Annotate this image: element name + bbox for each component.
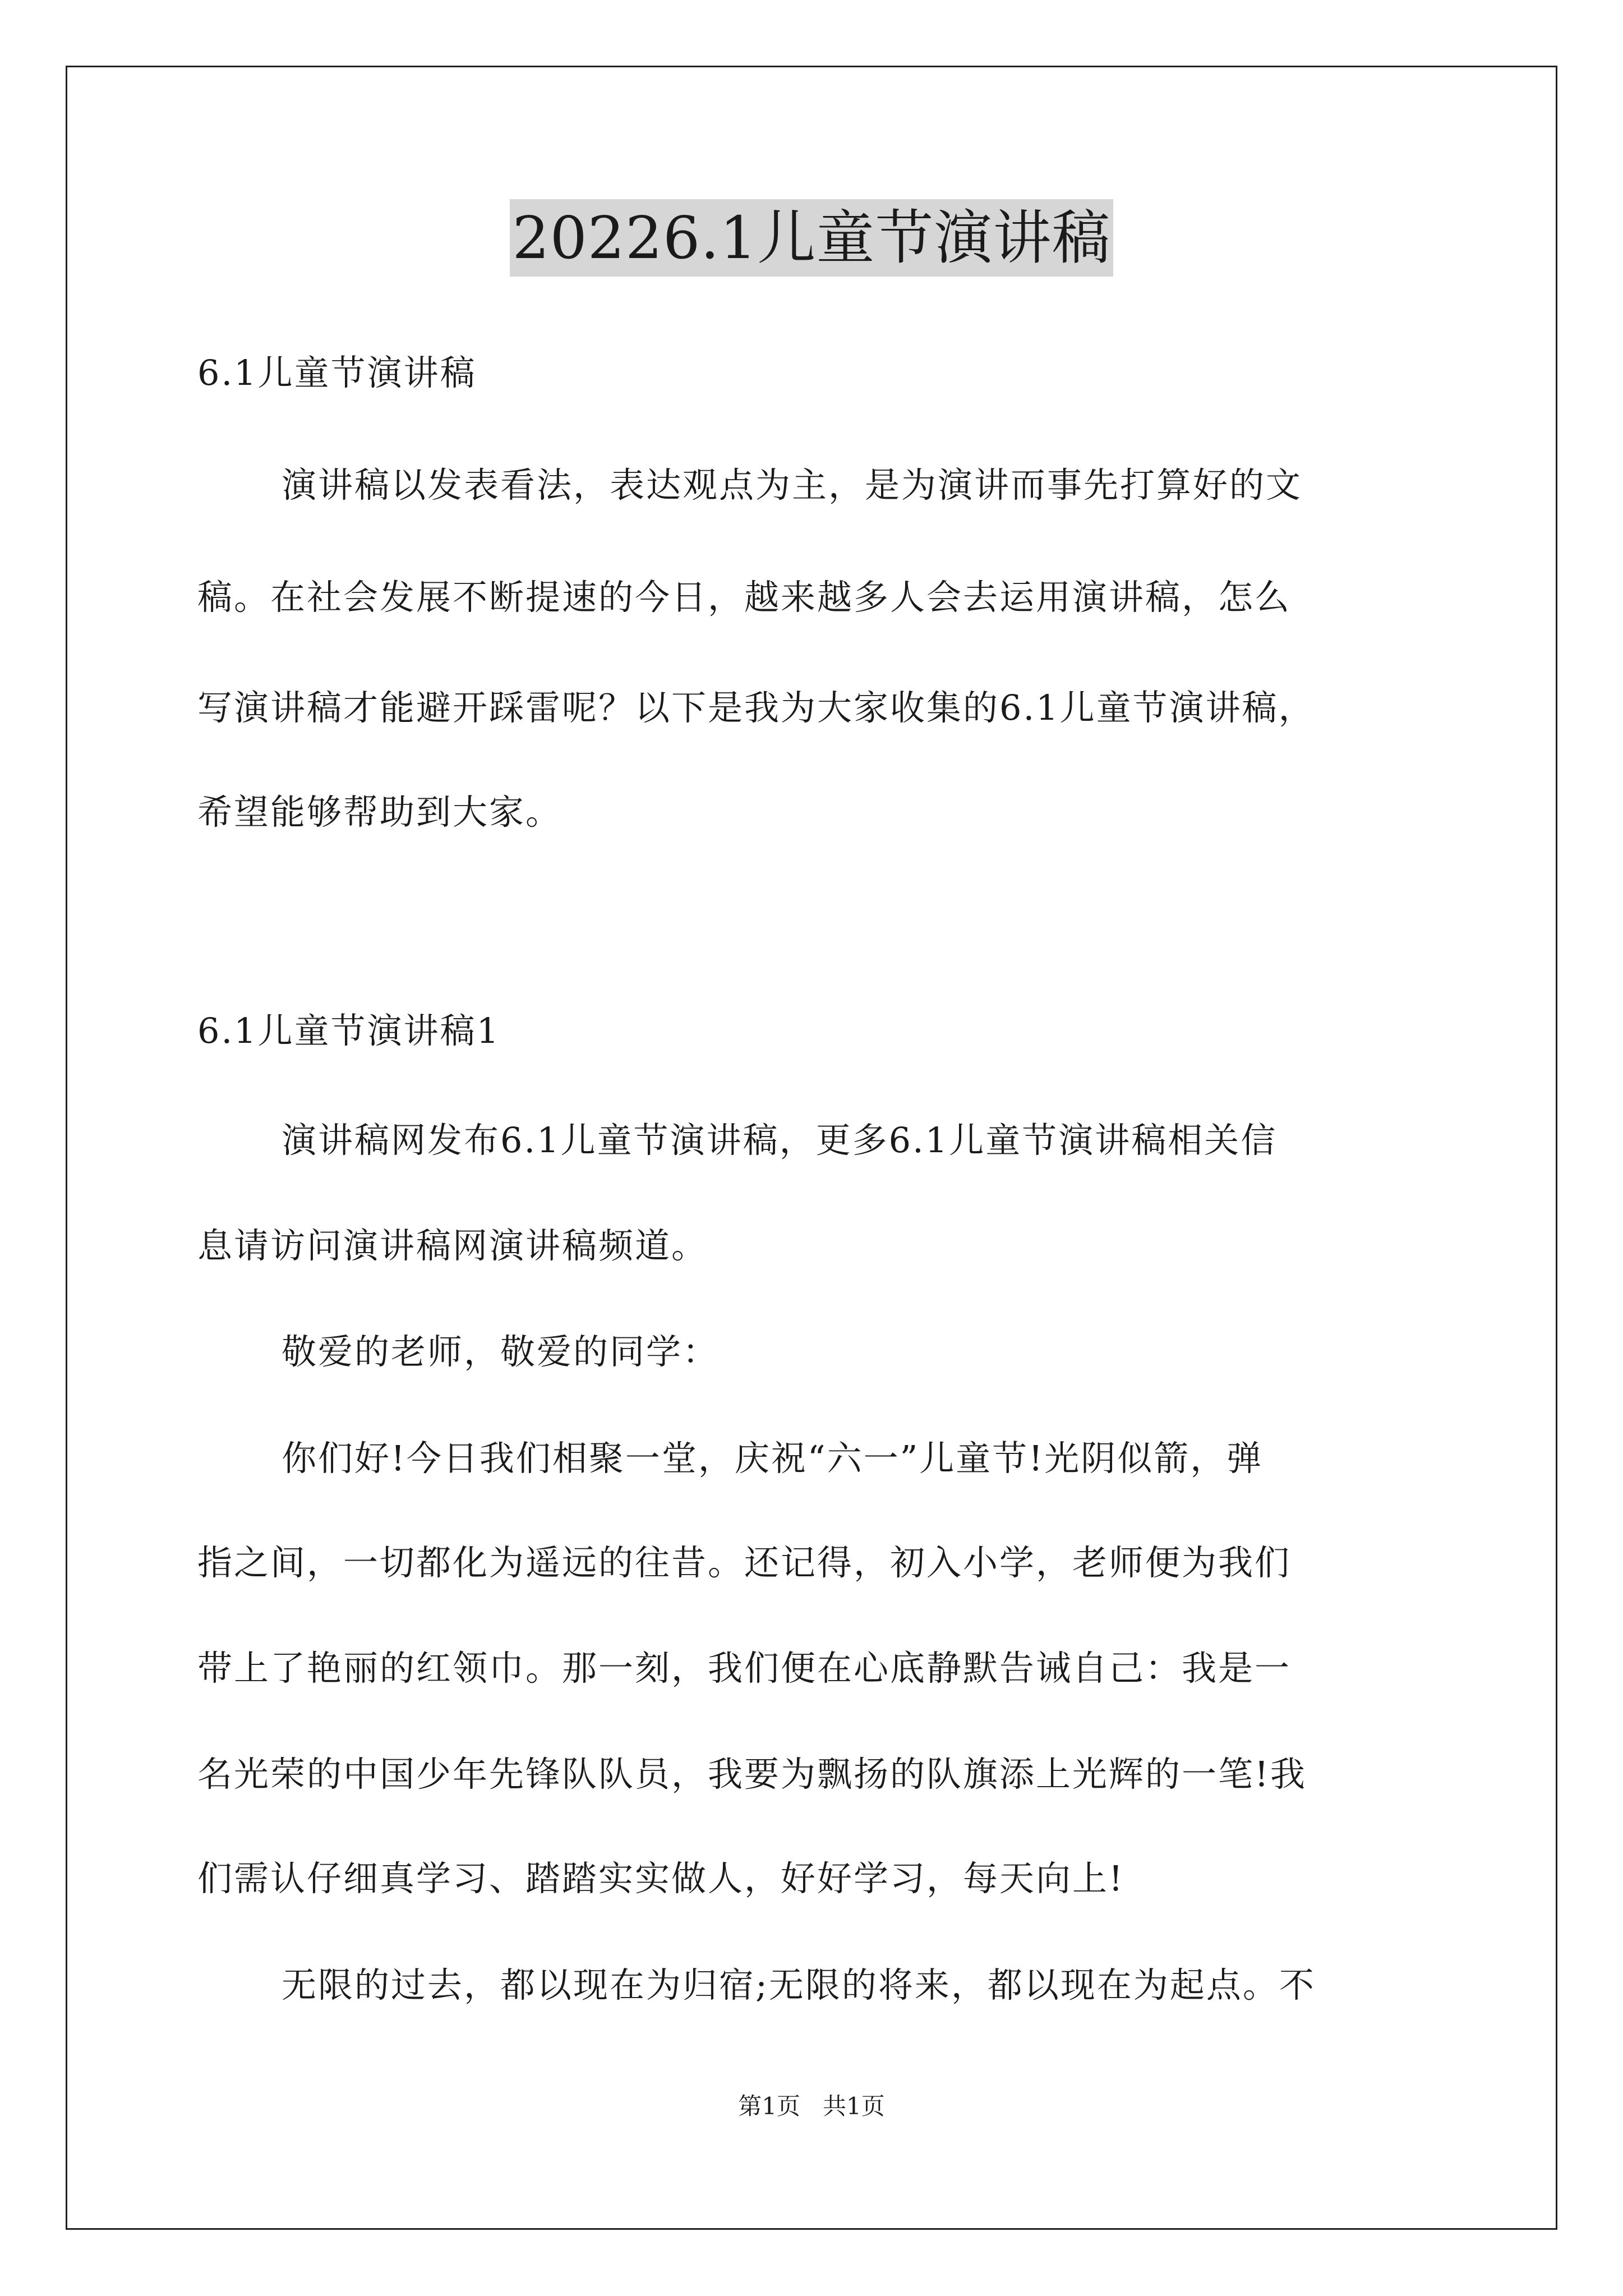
paragraph-line: 带上了艳丽的红领巾。那一刻，我们便在心底静默告诫自己：我是一: [197, 1648, 1292, 1688]
section-heading: 6.1儿童节演讲稿1: [197, 1010, 501, 1051]
section-heading: 6.1儿童节演讲稿: [197, 352, 477, 393]
paragraph-line: 演讲稿网发布6.1儿童节演讲稿，更多6.1儿童节演讲稿相关信: [282, 1120, 1278, 1161]
paragraph-line: 演讲稿以发表看法，表达观点为主，是为演讲而事先打算好的文: [282, 464, 1303, 505]
paragraph-line: 你们好!今日我们相聚一堂，庆祝“六一”儿童节!光阴似箭，弹: [282, 1438, 1264, 1479]
page-number-footer: 第1页 共1页: [738, 2092, 885, 2120]
paragraph-line: 名光荣的中国少年先锋队队员，我要为飘扬的队旗添上光辉的一笔!我: [197, 1754, 1307, 1795]
paragraph-line: 息请访问演讲稿网演讲稿频道。: [197, 1225, 708, 1266]
paragraph-line: 们需认仔细真学习、踏踏实实做人，好好学习，每天向上!: [197, 1858, 1124, 1899]
paragraph-line: 稿。在社会发展不断提速的今日，越来越多人会去运用演讲稿，怎么: [197, 577, 1292, 618]
paragraph-line: 无限的过去，都以现在为归宿;无限的将来，都以现在为起点。不: [282, 1964, 1316, 2005]
paragraph-line: 希望能够帮助到大家。: [197, 792, 562, 832]
paragraph-line: 指之间，一切都化为遥远的往昔。还记得，初入小学，老师便为我们: [197, 1542, 1292, 1583]
paragraph-line: 写演讲稿才能避开踩雷呢？以下是我为大家收集的6.1儿童节演讲稿，: [197, 687, 1315, 728]
document-title: 20226.1儿童节演讲稿: [510, 199, 1113, 277]
title-container: [0, 199, 1623, 277]
paragraph-line: 敬爱的老师，敬爱的同学：: [282, 1331, 720, 1372]
